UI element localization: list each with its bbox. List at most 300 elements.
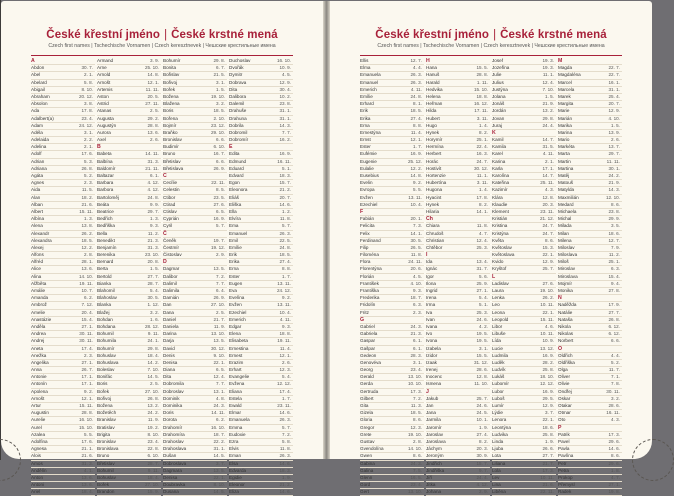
name-text: Natálie [558, 309, 573, 315]
name-entry [360, 288, 424, 295]
name-day-date: 28. 1. [81, 259, 93, 265]
name-entry [492, 151, 556, 158]
name-entry [492, 346, 556, 353]
name-day-date: 27. 1. [608, 482, 620, 488]
name-text: Hynek [426, 201, 440, 207]
name-day-date: 11. 2. [608, 252, 620, 258]
name-day-date: 30. 7. [81, 65, 93, 71]
name-entry [229, 353, 293, 360]
name-day-date: 9. 2. [282, 295, 291, 301]
name-entry [360, 324, 424, 331]
name-entry [229, 482, 293, 489]
letter-heading [492, 274, 556, 281]
name-entry [360, 302, 424, 309]
name-day-date: 14. 7. [542, 173, 554, 178]
name-day-date: 31. 1. [279, 108, 291, 114]
name-entry [31, 173, 95, 180]
name-entry [492, 353, 556, 360]
name-day-date: 24. 6. [476, 403, 488, 408]
name-text: Johana [426, 489, 442, 495]
name-day-date: 25. 12. [407, 158, 422, 164]
name-day-date: 19. 10. [539, 288, 554, 293]
name-text: Hubertína [426, 180, 447, 186]
name-entry [31, 116, 95, 123]
name-entry [229, 123, 293, 130]
name-text: Damián [163, 295, 179, 301]
name-entry [558, 453, 622, 460]
name-day-date: 15. 4. [608, 273, 620, 279]
name-entry [229, 159, 293, 166]
name-entry [492, 223, 556, 230]
name-day-date: 4. 3. [545, 187, 554, 193]
letter-label: E [229, 144, 233, 151]
name-day-date: 18. 3. [279, 173, 291, 178]
name-day-date: 7. 1. [611, 374, 620, 380]
name-entry [360, 223, 424, 230]
name-day-date: 19. 3. [542, 65, 554, 71]
name-entry [31, 266, 95, 273]
name-entry [163, 123, 227, 130]
name-day-date: 2. 9. [216, 252, 225, 258]
name-text: Mojmír [558, 280, 573, 286]
name-day-date: 16. 12. [473, 101, 488, 107]
name-text: Hynek [426, 129, 440, 135]
name-text: Aston [97, 93, 109, 99]
name-text: Gaspar [360, 338, 376, 344]
name-day-date: 2. 9. [479, 489, 488, 495]
name-entry [31, 123, 95, 130]
name-text: Angelika [31, 359, 49, 365]
name-entry [492, 173, 556, 180]
name-entry [163, 331, 227, 338]
name-text: Mario [558, 137, 570, 143]
name-text: Pavlína [558, 453, 574, 459]
name-entry [229, 461, 293, 468]
name-entry [229, 231, 293, 238]
name-entry [97, 209, 161, 216]
name-entry [163, 65, 227, 72]
name-entry [426, 123, 490, 130]
name-day-date: 20. 12. [78, 93, 93, 99]
name-entry [97, 360, 161, 367]
name-entry [426, 288, 490, 295]
name-entry [31, 310, 95, 317]
right-page-subtitle: Czech first names | Tschechische Vornamen | Czech keresztnevek | Чешские крестильные имена [377, 43, 605, 49]
name-text: Irma [426, 302, 436, 308]
name-day-date: 19. 5. [476, 338, 488, 344]
name-entry [558, 245, 622, 252]
name-entry [426, 403, 490, 410]
name-day-date [407, 317, 424, 323]
name-day-date: 7. 7. [216, 381, 225, 387]
name-day-date: 4. 12. [147, 187, 159, 193]
name-day-date: 6. 6. [216, 158, 225, 164]
name-entry [97, 381, 161, 388]
name-entry [558, 374, 622, 381]
name-day-date: 7. 3. [413, 223, 422, 229]
left-page-header [1, 29, 323, 49]
name-day-date: 1. 8. [611, 467, 620, 473]
name-day-date: 19. 12. [210, 244, 225, 250]
name-entry [558, 80, 622, 87]
name-entry [97, 202, 161, 209]
letter-label: P [558, 424, 562, 431]
name-day-date: 12. 8. [476, 374, 488, 380]
name-entry [426, 432, 490, 439]
name-entry [558, 65, 622, 72]
name-entry [229, 130, 293, 137]
name-text: Ewald [229, 403, 242, 408]
name-day-date: 2. 3. [84, 180, 93, 186]
name-entry [426, 173, 490, 180]
name-entry [558, 489, 622, 496]
name-day-date: 20. 7. [279, 194, 291, 200]
name-text: Jindřiška [426, 467, 445, 473]
name-entry [426, 482, 490, 489]
name-day-date: 8. 5. [216, 187, 225, 193]
name-text: Eugenie [360, 158, 377, 164]
name-day-date: 13. 6. [147, 129, 159, 135]
name-text: Dan [163, 302, 172, 308]
name-entry [558, 482, 622, 489]
name-day-date: 8. 1. [413, 101, 422, 107]
name-text: Gregor [360, 424, 375, 430]
name-entry [163, 252, 227, 259]
name-text: Egidie [229, 474, 242, 480]
name-day-date: 10. 9. [279, 65, 291, 71]
name-entry [492, 367, 556, 374]
name-day-date: 29. 9. [608, 216, 620, 222]
name-entry [31, 231, 95, 238]
name-day-date: 29. 8. [213, 58, 225, 63]
name-day-date: 31. 12. [473, 359, 488, 365]
name-entry [558, 180, 622, 187]
name-day-date: 12. 2. [410, 165, 422, 171]
name-entry [360, 180, 424, 187]
name-entry [360, 101, 424, 108]
name-entry [229, 72, 293, 79]
name-entry [97, 195, 161, 202]
name-text: Adéla [31, 129, 43, 135]
name-day-date: 21. 3. [410, 331, 422, 337]
name-text: Bedřich [97, 216, 113, 222]
name-entry [163, 202, 227, 209]
name-text: Bohuslav [97, 474, 116, 480]
name-text: Břetislav [97, 460, 115, 466]
name-day-date: 1. 4. [479, 187, 488, 193]
name-day-date: 8. 2. [479, 201, 488, 207]
name-text: Aurel [31, 424, 42, 430]
name-text: Blanka [97, 302, 112, 308]
name-day-date: 5. 7. [216, 223, 225, 229]
name-entry [558, 389, 622, 396]
name-day-date: 18. 7. [410, 295, 422, 301]
name-entry [492, 288, 556, 295]
name-text: Michaela [558, 208, 577, 214]
name-day-date: 9. 4. [611, 280, 620, 286]
name-text: Matěj [558, 173, 570, 178]
name-entry [229, 417, 293, 424]
name-text: Milan [558, 230, 569, 236]
name-text: Jiří [426, 474, 433, 480]
name-entry [492, 80, 556, 87]
name-text: Květoslav [492, 244, 512, 250]
name-day-date: 21. 6. [542, 482, 554, 488]
name-day-date: 8. 6. [413, 453, 422, 459]
name-text: Bedřiška [97, 223, 115, 229]
name-text: Bronislava [97, 446, 119, 452]
name-entry [229, 425, 293, 432]
name-entry [492, 238, 556, 245]
name-text: Božena [163, 93, 179, 99]
name-entry [31, 331, 95, 338]
name-text: Liběna [492, 489, 506, 495]
name-day-date: 14. 11. [145, 151, 159, 157]
name-text: Alfréd [31, 259, 44, 265]
name-entry [492, 187, 556, 194]
name-day-date: 14. 5. [147, 374, 159, 380]
name-text: Doubravka [163, 482, 186, 488]
name-entry [360, 381, 424, 388]
name-entry [31, 245, 95, 252]
name-day-date: 22. 1. [542, 417, 554, 423]
name-day-date: 13. 6. [81, 482, 93, 488]
name-entry [360, 475, 424, 482]
letter-label: B [97, 144, 101, 151]
name-day-date: 27. 10. [210, 302, 225, 308]
name-entry [426, 108, 490, 115]
name-text: Erhart [229, 367, 242, 373]
name-day-date: 13. 4. [476, 259, 488, 265]
name-day-date: 16. 5. [410, 474, 422, 480]
name-entry [163, 432, 227, 439]
name-text: Monika [558, 288, 573, 293]
name-text: Jolana [492, 93, 506, 99]
name-text: Olivie [558, 381, 570, 387]
name-entry [558, 396, 622, 403]
name-day-date: 5. 6. [479, 273, 488, 279]
name-day-date: 29. 10. [210, 129, 225, 135]
name-text: Benedikt [97, 237, 115, 243]
name-entry [229, 381, 293, 388]
name-day-date: 12. 4. [476, 237, 488, 243]
name-text: Gerda [360, 381, 373, 387]
name-entry [426, 223, 490, 230]
name-day-date: 11. 5. [81, 187, 93, 193]
name-text: Květoslava [492, 252, 515, 258]
name-entry [97, 374, 161, 381]
name-text: Artemis [97, 86, 113, 92]
name-day-date: 24. 6. [476, 316, 488, 322]
name-day-date: 4. 10. [410, 280, 422, 286]
name-entry [426, 166, 490, 173]
name-text: Irenej [426, 367, 438, 373]
name-day-date: 24. 12. [78, 122, 93, 128]
name-entry [492, 159, 556, 166]
name-entry [558, 446, 622, 453]
name-entry [360, 65, 424, 72]
name-text: Bohdan [97, 316, 113, 322]
name-entry [31, 410, 95, 417]
name-text: Dobroslav [163, 388, 184, 394]
name-day-date: 26. 3. [410, 72, 422, 78]
name-day-date [210, 231, 227, 237]
name-day-date: 13. 5. [213, 266, 225, 272]
name-entry [360, 396, 424, 403]
name-text: Laura [492, 288, 504, 293]
name-text: Aurelie [31, 417, 46, 423]
name-entry [360, 374, 424, 381]
name-entry [163, 72, 227, 79]
name-entry [492, 65, 556, 72]
name-day-date: 25. 7. [542, 266, 554, 272]
name-day-date: 29. 8. [147, 345, 159, 351]
name-text: Bořena [163, 115, 178, 121]
name-text: Lev [492, 474, 500, 480]
name-day-date: 30. 11. [79, 331, 93, 337]
name-entry [31, 374, 95, 381]
name-text: Erazim [229, 359, 244, 365]
name-text: Ella [229, 208, 237, 214]
name-text: Bořek [97, 482, 110, 488]
name-text: Markéta [558, 144, 575, 150]
name-entry [97, 87, 161, 94]
name-column [426, 58, 490, 495]
name-day-date: 6. 3. [611, 266, 620, 272]
name-day-date: 14. 3. [279, 122, 291, 128]
name-day-date: 29. 6. [608, 438, 620, 444]
name-day-date: 11. 4. [279, 345, 291, 351]
name-day-date: 6. 4. [216, 288, 225, 293]
name-text: Dominik [163, 395, 180, 401]
name-day-date: 1. 11. [476, 79, 488, 85]
name-text: Lýdie [492, 410, 503, 416]
name-day-date: 9. 3. [150, 223, 159, 229]
name-entry [31, 166, 95, 173]
name-text: Alexandr [31, 230, 50, 236]
name-day-date: 3. 7. [545, 410, 554, 416]
name-entry [558, 231, 622, 238]
name-text: Filoména [360, 252, 379, 258]
name-day-date: 15. 3. [542, 244, 554, 250]
name-text: Helena [426, 93, 441, 99]
name-day-date: 30. 12. [210, 345, 225, 351]
name-entry [426, 281, 490, 288]
name-entry [97, 281, 161, 288]
name-entry [31, 202, 95, 209]
name-day-date: 27. 7. [542, 453, 554, 459]
name-entry [97, 216, 161, 223]
name-day-date: 31. 3. [147, 244, 159, 250]
name-text: Alexej [31, 244, 44, 250]
name-text: Harald [426, 79, 440, 85]
name-day-date: 19. 3. [542, 58, 554, 63]
letter-heading [163, 231, 227, 238]
name-text: Blahoslav [97, 295, 117, 301]
name-entry [558, 195, 622, 202]
name-day-date: 13. 5. [213, 467, 225, 473]
name-day-date: 26. 3. [279, 417, 291, 423]
name-day-date: 20. 4. [81, 309, 93, 315]
name-entry [558, 281, 622, 288]
name-entry [229, 281, 293, 288]
name-text: Bella [97, 230, 108, 236]
name-day-date: 31. 3. [81, 460, 93, 466]
name-text: Adelina [31, 144, 47, 150]
name-entry [229, 439, 293, 446]
name-day-date: 1. 5. [216, 86, 225, 92]
name-text: Břetislava [163, 165, 184, 171]
name-day-date: 6. 10. [147, 453, 159, 459]
name-day-date: 21. 6. [81, 201, 93, 207]
name-entry [360, 166, 424, 173]
name-text: Marián [558, 115, 573, 121]
name-entry [31, 360, 95, 367]
name-entry [31, 187, 95, 194]
name-entry [558, 209, 622, 216]
name-text: Dobromil [229, 129, 248, 135]
name-day-date: 11. 8. [279, 216, 291, 222]
name-day-date: 2. 6. [150, 137, 159, 143]
name-entry [229, 396, 293, 403]
name-day-date: 23. 8. [279, 101, 291, 107]
name-day-date: 4. 12. [476, 482, 488, 488]
letter-label: I [426, 252, 428, 259]
name-text: Dagmar [163, 266, 180, 272]
name-text: Dorota [163, 417, 177, 423]
name-entry [229, 180, 293, 187]
name-day-date: 27. 4. [476, 431, 488, 437]
name-day-date: 6. 5. [216, 208, 225, 214]
name-day-date [539, 130, 556, 136]
name-text: Přemysl [558, 482, 575, 488]
name-entry [229, 475, 293, 482]
name-day-date: 18. 5. [410, 410, 422, 416]
name-entry [558, 259, 622, 266]
name-day-date: 15. 4. [81, 316, 93, 322]
name-entry [426, 489, 490, 496]
name-day-date: 12. 2. [81, 244, 93, 250]
name-entry [97, 338, 161, 345]
name-entry [426, 144, 490, 151]
name-text: Dalemil [229, 101, 245, 107]
name-column [229, 58, 293, 495]
name-day-date: 13. 6. [81, 474, 93, 480]
name-text: Miloslav [558, 244, 575, 250]
name-day-date: 15. 7. [279, 180, 291, 186]
name-text: Hugona [426, 187, 443, 193]
name-text: Lina [492, 482, 501, 488]
name-entry [163, 108, 227, 115]
name-text: Otmar [558, 410, 571, 416]
name-day-date: 18. 4. [81, 489, 93, 495]
name-entry [229, 374, 293, 381]
name-day-date: 1. 9. [282, 474, 291, 480]
name-day-date: 17. 8. [476, 194, 488, 200]
name-entry [426, 461, 490, 468]
name-entry [360, 116, 424, 123]
name-text: Edvarda [229, 467, 247, 473]
name-text: Blažej [97, 309, 110, 315]
name-text: Cyril [163, 223, 173, 229]
name-text: Jarmila [426, 417, 441, 423]
name-entry [97, 482, 161, 489]
name-text: Gerald [360, 374, 374, 380]
name-text: Prokop [558, 474, 573, 480]
name-day-date: 19. 8. [608, 489, 620, 495]
name-day-date [210, 259, 227, 265]
name-entry [163, 159, 227, 166]
